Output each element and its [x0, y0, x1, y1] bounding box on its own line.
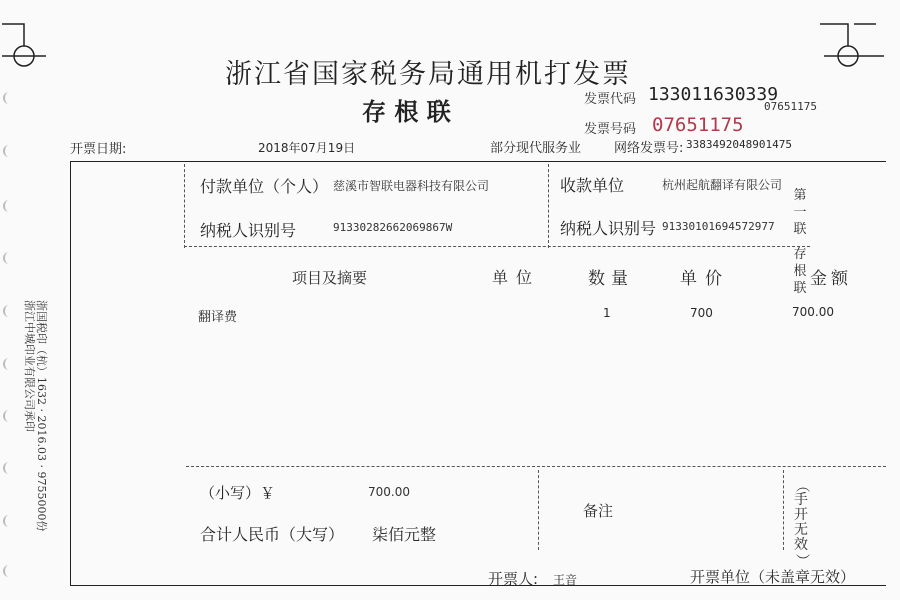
network-invoice-label: 网络发票号:: [614, 141, 684, 156]
network-invoice-number: 3383492048901475: [686, 138, 792, 151]
table-row-item: 翻译费: [198, 310, 238, 325]
invoice-code: 133011630339: [648, 84, 779, 105]
perforation-hole: [3, 305, 11, 317]
payer-tax-label: 纳税人识别号: [200, 221, 297, 240]
perforation-hole: [3, 145, 11, 157]
subtotal-value: 700.00: [368, 485, 410, 499]
issue-date-label: 开票日期:: [70, 142, 127, 157]
perforation-hole: [3, 410, 11, 422]
col-header-amount: 金额: [810, 269, 852, 289]
col-header-price: 单价: [680, 269, 730, 289]
side-copy-char: 联: [793, 222, 807, 237]
payee-label: 收款单位: [560, 176, 625, 195]
perforation-hole: [3, 462, 11, 474]
perforation-hole: [3, 358, 11, 370]
invoice-code-label: 发票代码: [584, 92, 637, 107]
note-char: 手: [794, 492, 808, 508]
table-row-qty: 1: [603, 306, 611, 320]
total-value: 柒佰元整: [372, 525, 437, 544]
party-divider-mid: [548, 164, 549, 248]
side-copy-char: 存: [793, 247, 807, 262]
printer-info-line2: 浙江中城印业有限公司承印: [23, 300, 36, 432]
industry: 部分现代服务业: [490, 141, 582, 156]
issuer-label: 开票人:: [488, 570, 539, 588]
invoice-number-label: 发票号码: [584, 122, 637, 137]
side-copy-label: [791, 189, 809, 295]
invoice-number-small: 07651175: [764, 100, 817, 113]
copy-name: 存 根 联: [362, 98, 451, 126]
payee-name: 杭州起航翻译有限公司: [662, 178, 783, 192]
col-header-item: 项目及摘要: [292, 269, 368, 287]
side-copy-char: 第: [793, 188, 807, 203]
total-label: 合计人民币（大写）: [200, 525, 345, 544]
note-char: （: [793, 478, 810, 493]
payer-name: 慈溪市智联电器科技有限公司: [333, 179, 490, 193]
issuing-unit-label: 开票单位（未盖章无效）: [690, 568, 856, 586]
invoice-number: 07651175: [652, 114, 744, 136]
payer-label: 付款单位（个人）: [200, 177, 329, 196]
corner-mark-right-icon: [818, 18, 888, 70]
perforation-hole: [3, 92, 11, 104]
issue-date: 2018年07月19日: [258, 141, 356, 155]
handwritten-invalid-note: [792, 478, 810, 568]
subtotal-label: （小写）￥: [200, 484, 276, 502]
table-row-amount: 700.00: [792, 305, 834, 319]
side-copy-char: 一: [793, 205, 807, 220]
col-header-qty: 数量: [588, 269, 634, 289]
invoice-title: 浙江省国家税务局通用机打发票: [225, 59, 631, 90]
note-char: 效: [794, 537, 808, 553]
side-copy-char: 根: [793, 264, 807, 279]
note-char: 开: [794, 507, 808, 523]
perforation-hole: [3, 515, 11, 527]
payer-tax-id: 91330282662069867W: [333, 221, 453, 234]
perforation-hole: [3, 252, 11, 264]
perforation-hole: [3, 200, 11, 212]
party-divider-left: [184, 164, 185, 248]
side-copy-char: 联: [793, 281, 807, 296]
corner-mark-left-icon: [0, 18, 50, 70]
remarks-divider-left: [538, 470, 539, 550]
payee-tax-label: 纳税人识别号: [560, 219, 657, 238]
note-char: ）: [793, 553, 810, 568]
note-char: 无: [794, 522, 808, 538]
issuer-name: 王音: [553, 573, 578, 587]
party-divider-bottom: [184, 246, 810, 247]
remarks-label: 备注: [583, 502, 614, 520]
remarks-divider-right: [783, 470, 784, 550]
table-row-price: 700: [690, 306, 713, 320]
printer-info-line1: 浙国税印（杭）1632 · 2016.03 · 9755000份: [35, 300, 48, 532]
payee-tax-id: 91330101694572977: [662, 220, 775, 233]
perforation-hole: [3, 565, 11, 577]
summary-divider: [186, 466, 886, 467]
col-header-unit: 单位: [492, 268, 541, 287]
